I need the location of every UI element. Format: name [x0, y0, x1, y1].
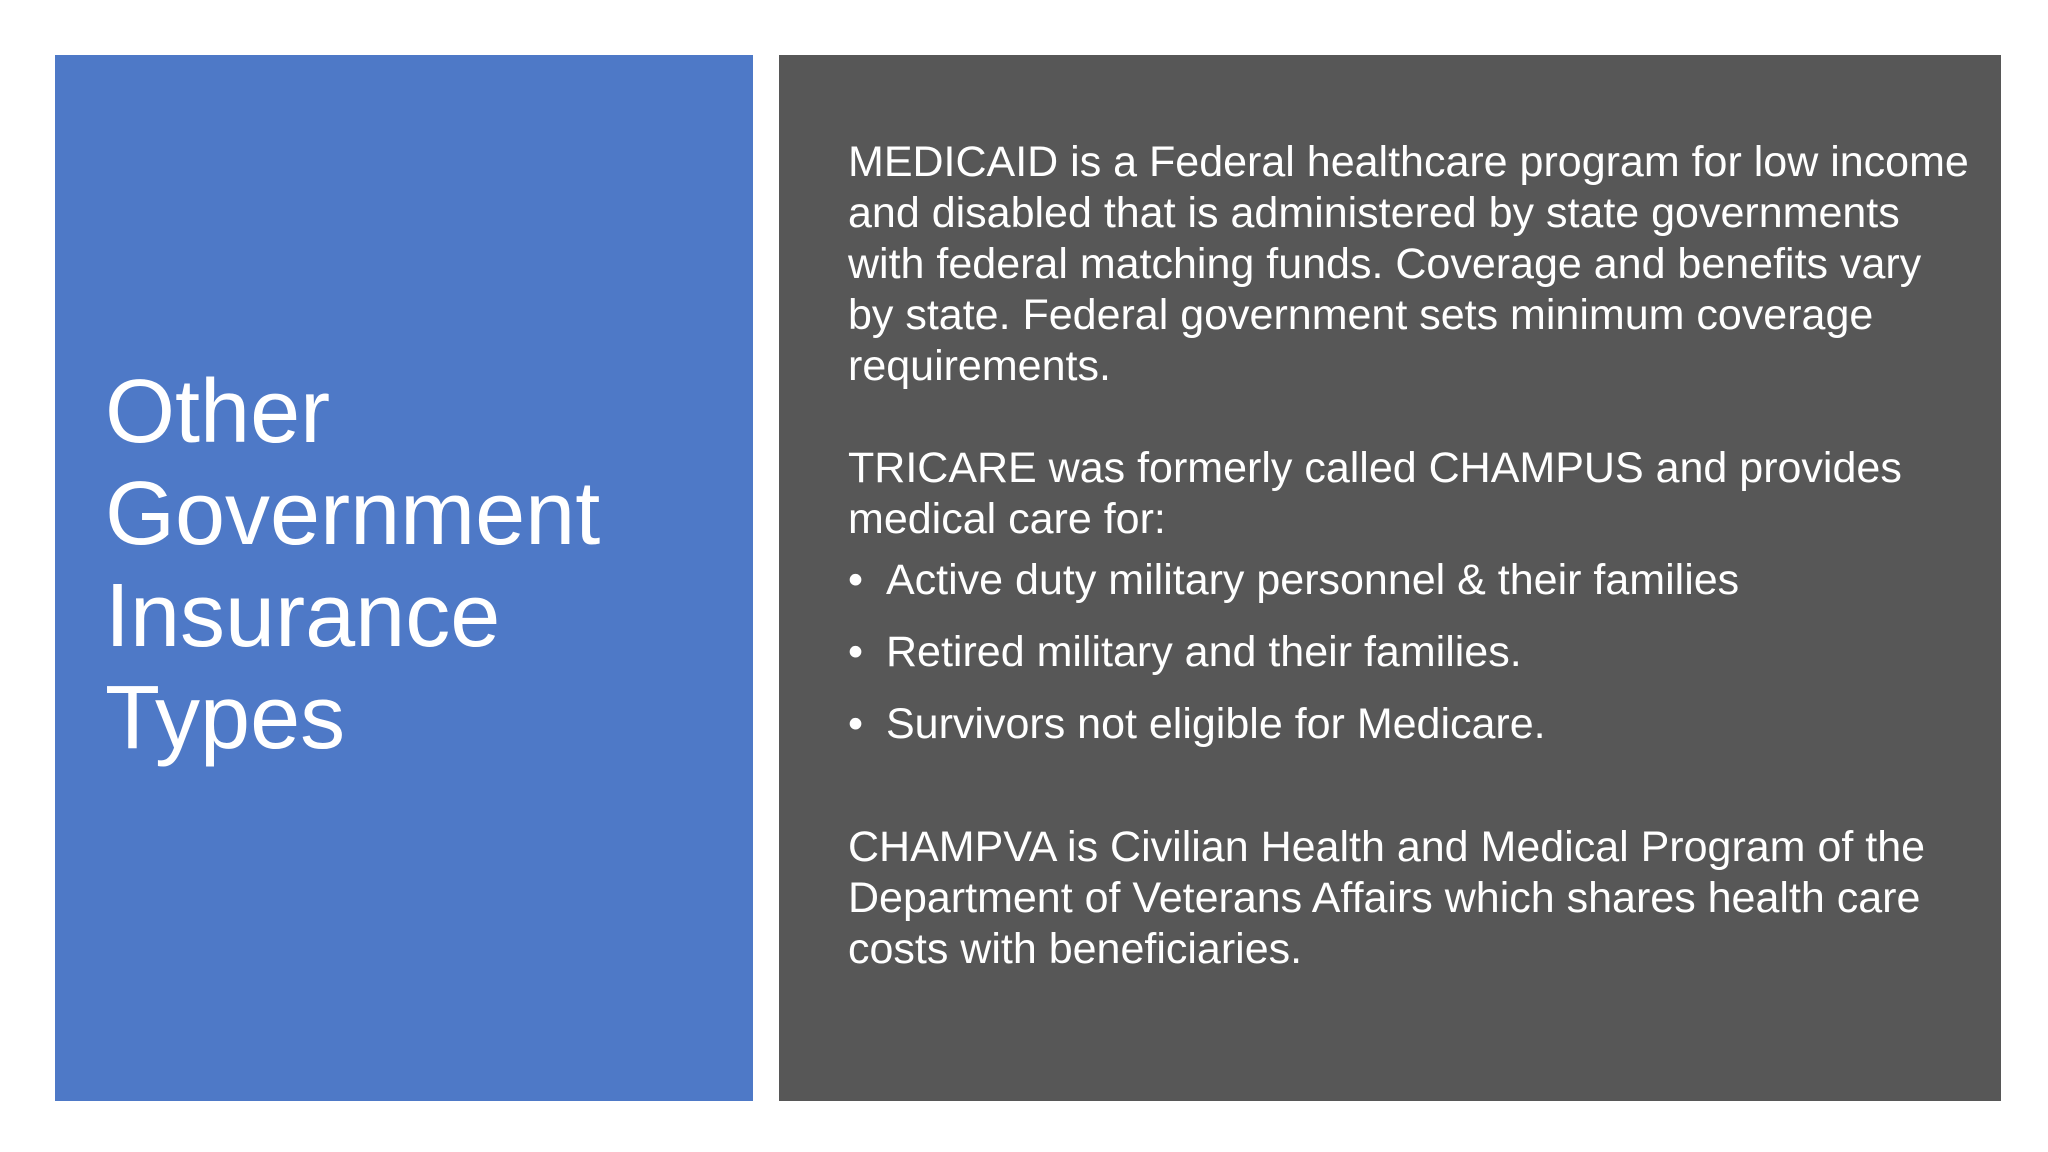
bullet-text: Retired military and their families.	[886, 628, 1522, 676]
list-item	[848, 555, 1978, 627]
medicaid-paragraph: MEDICAID is a Federal healthcare program for low income and disabled that is administered by state governments with federal matching funds. Coverage and benefits vary by state. Federal government sets minimum coverage requirements.	[848, 138, 1969, 390]
title-line-1: Other	[105, 362, 331, 462]
slide-title	[105, 361, 725, 769]
content-body	[848, 137, 1978, 975]
bullet-icon: •	[848, 556, 864, 604]
bullet-text: Active duty military personnel & their families	[886, 556, 1740, 604]
tricare-bullet-list	[848, 555, 1978, 771]
bullet-icon: •	[848, 700, 864, 748]
title-line-3: Insurance	[105, 566, 501, 666]
title-line-4: Types	[105, 668, 346, 768]
champva-paragraph: CHAMPVA is Civilian Health and Medical Program of the Department of Veterans Affairs which shares health care costs with beneficiaries.	[848, 823, 1926, 973]
content-panel	[779, 55, 2001, 1101]
tricare-intro: TRICARE was formerly called CHAMPUS and provides medical care for:	[848, 444, 1902, 543]
title-line-2: Government	[105, 464, 601, 564]
list-item	[848, 699, 1978, 771]
list-item	[848, 627, 1978, 699]
title-panel	[55, 55, 753, 1101]
bullet-text: Survivors not eligible for Medicare.	[886, 700, 1546, 748]
bullet-icon: •	[848, 628, 864, 676]
